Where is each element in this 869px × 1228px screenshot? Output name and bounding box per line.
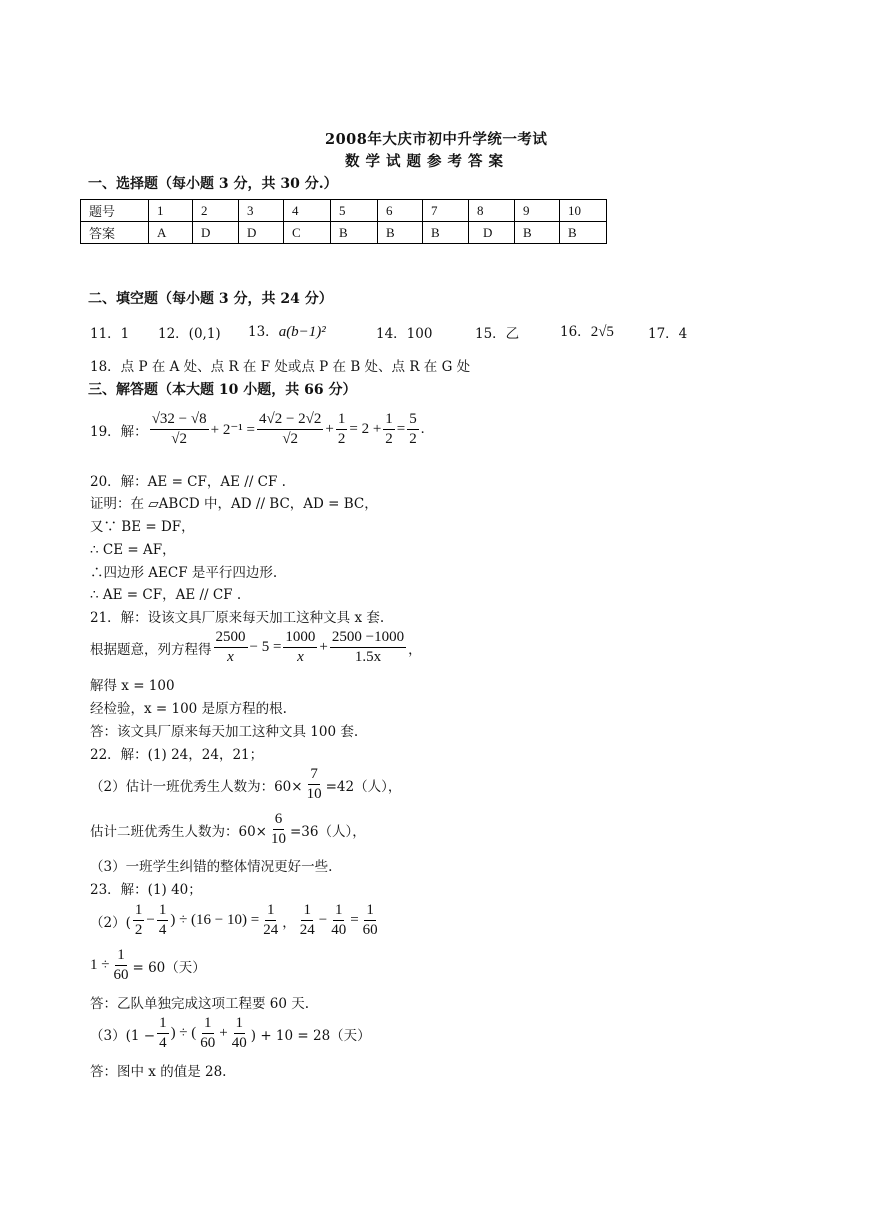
table-cell: 2 <box>193 200 239 222</box>
table-cell: B <box>560 222 607 244</box>
row-header-cell: 题号 <box>81 200 149 222</box>
q22-line: 22．解：(1) 24，24，21； <box>90 747 264 763</box>
q20-line: 又∵ BE = DF， <box>90 519 195 535</box>
q20-line: 20．解：AE = CF，AE // CF . <box>90 474 286 490</box>
answer-q17: 17．4 <box>648 326 688 342</box>
exam-subtitle: 数学试题参考答案 <box>345 153 509 170</box>
answer-q15: 15．乙 <box>475 326 520 342</box>
table-cell: 8 <box>469 200 515 222</box>
fraction: $\frac{6}{10}$ <box>271 811 286 847</box>
table-cell: B <box>423 222 469 244</box>
table-cell: D <box>239 222 284 244</box>
q21-line: 21．解：设该文具厂原来每天加工这种文具 x 套. <box>90 610 385 626</box>
q19-lead: 19．解： <box>90 423 148 440</box>
table-cell: B <box>378 222 423 244</box>
q22-estimate-class2: 估计二班优秀生人数为：60× $\frac{6}{10}$ =36（人）， <box>90 811 366 847</box>
fraction: $\frac{1}{2}$ <box>337 411 346 447</box>
answer-q18: 18．点 P 在 A 处、点 R 在 F 处或点 P 在 B 处、点 R 在 G 处 <box>90 359 471 375</box>
q16-number: 16． <box>560 324 591 340</box>
table-cell: 10 <box>560 200 607 222</box>
answer-q14: 14．100 <box>376 326 433 342</box>
answer-table <box>80 199 607 244</box>
table-cell: 6 <box>378 200 423 222</box>
section1-heading: 一、选择题（每小题 3 分，共 30 分.） <box>88 176 338 192</box>
fraction: $\frac{7}{10}$ <box>306 766 322 802</box>
fraction: $\frac{5}{2}$ <box>409 411 417 447</box>
q21-line: 答：该文具厂原来每天加工这种文具 100 套. <box>90 724 359 740</box>
fraction: $\frac{1000}{x}$ <box>285 629 316 665</box>
table-cell: B <box>331 222 378 244</box>
q21-equation: 根据题意，列方程得 $\frac{2500}{x}$ − 5 = $\frac{1000}{x}$ + $\frac{2500 -1000}{1.5x}$ ， <box>90 629 422 665</box>
fraction: $\frac{1}{24}$ <box>263 902 279 938</box>
answer-q12: 12．(0,1) <box>158 326 221 342</box>
section2-heading: 二、填空题（每小题 3 分，共 24 分） <box>88 291 333 307</box>
q22-line: （3）一班学生纠错的整体情况更好一些. <box>90 859 333 875</box>
fraction: $\frac{1}{2}$ <box>385 411 393 447</box>
q23-division: 1 ÷ $\frac{1}{60}$ = 60（天） <box>90 947 206 983</box>
table-cell: 5 <box>331 200 378 222</box>
q13-number: 13． <box>248 324 279 340</box>
fraction: $\frac{2500 -1000}{1.5x}$ <box>331 629 405 665</box>
fraction: $\frac{1}{4}$ <box>159 1015 167 1051</box>
table-cell: A <box>149 222 193 244</box>
fraction: $\frac{1}{40}$ <box>231 1015 247 1051</box>
fraction: $\frac{4√2 - 2√2}{√2}$ <box>258 411 322 447</box>
q22-estimate-class1: （2）估计一班优秀生人数为：60× $\frac{7}{10}$ =42（人）， <box>90 766 402 802</box>
row-answer-cell: 答案 <box>81 222 149 244</box>
q23-part3: （3）(1 − $\frac{1}{4}$ ) ÷ ( $\frac{1}{60}$ + $\frac{1}{40}$ ) + 10 = 28（天） <box>90 1015 371 1051</box>
table-row-answers <box>81 222 607 244</box>
table-cell: 7 <box>423 200 469 222</box>
q23-line: 答：乙队单独完成这项工程要 60 天. <box>90 996 310 1012</box>
q23-part2: （2）( $\frac{1}{2}$ − $\frac{1}{4}$ ) ÷ (16 − 10) = $\frac{1}{24}$ ， $\frac{1}{24}$ − $\frac{1}{40}$ = $\frac{1}{60}$ <box>90 902 378 938</box>
table-cell: 3 <box>239 200 284 222</box>
q20-line: 证明：在 ▱ABCD 中，AD // BC，AD = BC， <box>90 496 378 512</box>
q20-line: ∴ AE = CF，AE // CF . <box>90 587 242 603</box>
fraction: $\frac{1}{4}$ <box>158 902 167 938</box>
fraction: $\frac{1}{40}$ <box>331 902 347 938</box>
fraction: $\frac{1}{60}$ <box>113 947 129 983</box>
fraction: $\frac{1}{2}$ <box>134 902 143 938</box>
exam-title: 2008年大庆市初中升学统一考试 <box>325 131 548 148</box>
q20-line: ∴四边形 AECF 是平行四边形. <box>90 565 278 581</box>
fraction: $\frac{2500}{x}$ <box>215 629 246 665</box>
q21-line: 经检验，x = 100 是原方程的根. <box>90 701 287 717</box>
table-cell: C <box>284 222 331 244</box>
fraction: $\frac{1}{60}$ <box>200 1015 216 1051</box>
q23-line: 23．解：(1) 40； <box>90 882 202 898</box>
q20-line: ∴ CE = AF， <box>90 542 176 558</box>
table-cell: D <box>193 222 239 244</box>
q23-line: 答：图中 x 的值是 28. <box>90 1064 227 1080</box>
answer-q13 <box>248 320 326 341</box>
fraction: $\frac{√32 - √8}{√2}$ <box>151 411 207 447</box>
answer-q19: 19．解： $\frac{√32 - √8}{√2}$ + 2⁻¹ = $\frac{4√2 - 2√2}{√2}$ + $\frac{1}{2}$ = 2 + $\frac{1}{2}$ = $\frac{5}{2}$ . <box>90 411 425 447</box>
table-cell: 4 <box>284 200 331 222</box>
table-row-numbers <box>81 200 607 222</box>
fraction: $\frac{1}{24}$ <box>299 902 315 938</box>
fraction: $\frac{1}{60}$ <box>362 902 378 938</box>
table-cell: 9 <box>515 200 560 222</box>
q16-expression: 2√5 <box>590 324 614 340</box>
answer-q11: 11．1 <box>90 326 130 342</box>
q13-expression: a(b−1)² <box>278 324 326 340</box>
answer-q16 <box>560 320 614 341</box>
section3-heading: 三、解答题（本大题 10 小题，共 66 分） <box>88 382 357 398</box>
table-cell: 1 <box>149 200 193 222</box>
q21-line: 解得 x = 100 <box>90 678 175 694</box>
table-cell: B <box>515 222 560 244</box>
table-cell: D <box>469 222 515 244</box>
